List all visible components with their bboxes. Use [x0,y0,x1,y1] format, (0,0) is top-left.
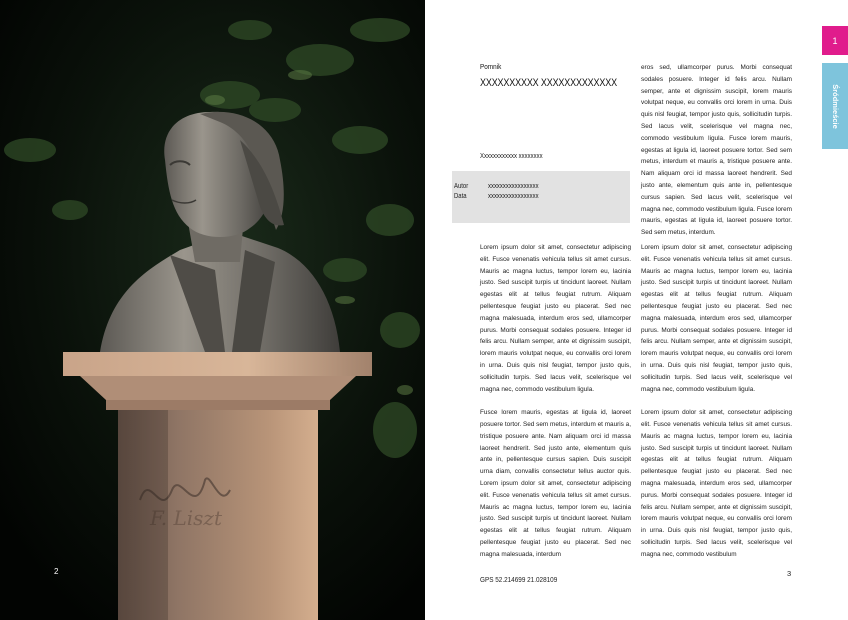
chapter-label-tab[interactable] [822,63,848,149]
paragraph: Fusce lorem mauris, egestas at ligula id, laoreet posuere tortor. Sed sem metus, interdum et mauris a, tristique posuere ante. Nam aliquam orci id massa laoreet hendrerit. Sed justo ante, elementum quis ante in, pellentesque cursus sapien. Duis suscipit urna diam, convallis consectetur tellus auctor quis. Lorem ipsum dolor sit amet, consectetur adipiscing elit. Fusce venenatis vehicula tellus sit amet cursus. Mauris ac magna luctus, tempor lorem eu, lacinia justo. Sed suscipit turpis ut tincidunt laoreet. Nullam egestas elit at tellus feugiat rutrum. Aliquam pellentesque feugiat justo eu placerat. Sed nec magna malesuada, interdum [480,409,631,558]
category-label: Pomnik [480,62,502,71]
meta-key: Autor [454,183,469,190]
subtitle: Xxxxxxxxxxxx xxxxxxxx [480,151,543,160]
text-page [425,0,848,620]
body-column-right-top [641,62,792,251]
page-title: XXXXXXXXXX XXXXXXXXXXXXX [480,77,617,89]
paragraph: Lorem ipsum dolor sit amet, consectetur adipiscing elit. Fusce venenatis vehicula tellus sit amet cursus. Mauris ac magna luctus, tempor lorem eu, lacinia justo. Sed suscipit turpis ut tincidunt laoreet. Nullam egestas elit at tellus feugiat rutrum. Aliquam pellentesque feugiat justo eu placerat. Sed nec magna malesuada, interdum eros sed, ullamcorper purus. Morbi consequat sodales posuere. Integer id felis arcu. Nullam semper, ante et dignissim suscipit, lorem mauris volutpat neque, eu convallis orci lorem in urna. Duis quis nisl feugiat, tempor justo quis, sollicitudin turpis. Sed lacus velit, scelerisque vel magna nec, commodo vestibulum [641,409,792,558]
paragraph: Lorem ipsum dolor sit amet, consectetur adipiscing elit. Fusce venenatis vehicula tellus sit amet cursus. Mauris ac magna luctus, tempor lorem eu, lacinia justo. Sed suscipit turpis ut tincidunt laoreet. Nullam egestas elit at tellus feugiat rutrum. Aliquam pellentesque feugiat justo eu placerat. Sed nec magna malesuada, interdum eros sed, ullamcorper purus. Morbi consequat sodales posuere. Integer id felis arcu. Nullam semper, ante et dignissim suscipit, lorem mauris volutpat neque, eu convallis orci lorem in urna. Duis quis nisl feugiat, tempor justo quis, sollicitudin turpis. Sed lacus velit, scelerisque vel magna nec, commodo vestibulum ligula. [641,244,792,393]
paragraph: Lorem ipsum dolor sit amet, consectetur adipiscing elit. Fusce venenatis vehicula tellus sit amet cursus. Mauris ac magna luctus, tempor lorem eu, lacinia justo. Sed suscipit turpis ut tincidunt laoreet. Nullam egestas elit at tellus feugiat rutrum. Aliquam pellentesque feugiat justo eu placerat. Sed nec magna malesuada, interdum eros sed, ullamcorper purus. Morbi consequat sodales posuere. Integer id felis arcu. Nullam semper, ante et dignissim suscipit, lorem mauris volutpat neque, eu convallis orci lorem in urna. Duis quis nisl feugiat, tempor justo quis, sollicitudin turpis. Sed lacus velit, scelerisque vel magna nec, commodo vestibulum ligula. [480,244,631,393]
meta-value: xxxxxxxxxxxxxxxxx [488,183,539,190]
paragraph: eros sed, ullamcorper purus. Morbi consequat sodales posuere. Integer id felis arcu. Nullam semper, ante et dignissim suscipit, lorem mauris volutpat neque, eu convallis orci lorem in urna. Duis quis nisl feugiat, tempor justo quis, sollicitudin turpis. Sed lacus velit, scelerisque vel magna nec, commodo vestibulum ligula. Fusce lorem mauris, egestas at ligula id, laoreet posuere tortor. Sed sem metus, interdum et mauris a, tristique posuere ante. Nam aliquam orci id massa laoreet hendrerit. Sed justo ante, elementum quis ante in, pellentesque cursus sapien. Sed lacus velit, scelerisque vel magna nec, commodo vestibulum ligula. Fusce lorem mauris, egestas at ligula id, laoreet posuere tortor. Sed sem metus, interdum. [641,64,792,237]
meta-value: xxxxxxxxxxxxxxxxx [488,193,539,200]
chapter-number-tab[interactable]: 1 [822,26,848,55]
page-number-right: 3 [787,569,792,578]
meta-row-author [454,183,539,190]
body-column-right-bottom [641,242,792,572]
body-column-left [480,242,631,572]
chapter-label-text: Śródmieście [830,83,840,129]
meta-row-date [454,193,539,200]
page-number-left: 2 [54,567,59,576]
gps-coordinates: GPS 52.214699 21.028109 [480,575,558,584]
meta-key: Data [454,193,467,200]
pedestal-inscription: F. Liszt [150,506,222,530]
